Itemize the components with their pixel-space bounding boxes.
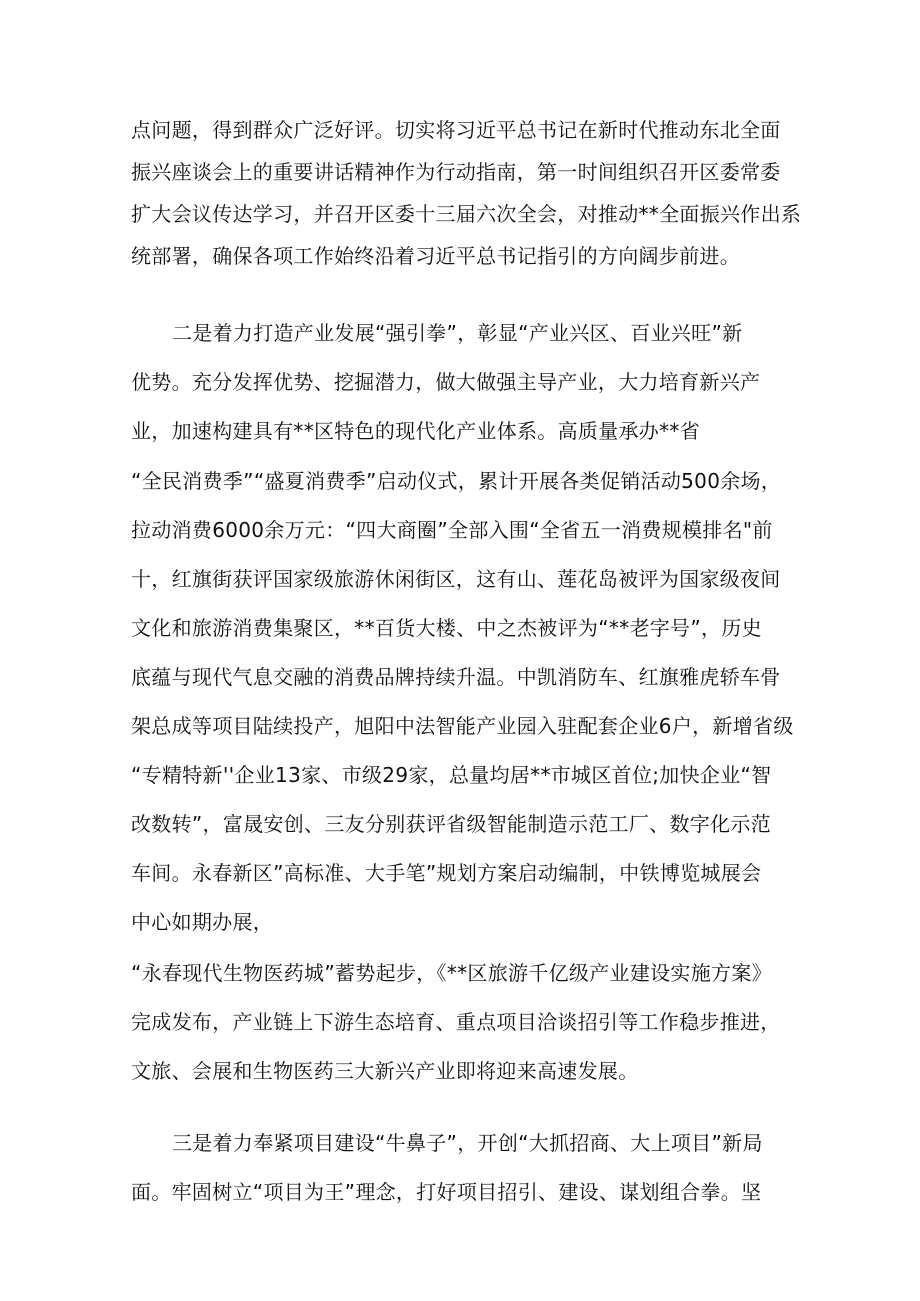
text-line: 点问题，得到群众广泛好评。切实将习近平总书记在新时代推动东北全面: [131, 118, 781, 142]
text-line: 振兴座谈会上的重要讲话精神作为行动指南，第一时间组织召开区委常委: [131, 160, 781, 184]
text-line: 文旅、会展和生物医药三大新兴产业即将迎来高速发展。: [131, 1059, 639, 1083]
text-line: 优势。充分发挥优势、挖掘潜力，做大做强主导产业，大力培育新兴产: [131, 370, 761, 394]
text-line: 三是着力奉紧项目建设“牛鼻子”，开创“大抓招商、大上项目”新局: [172, 1131, 763, 1155]
text-line: 面。牢固树立“项目为王”理念，打好项目招引、建设、谋划组合拳。坚: [131, 1180, 762, 1204]
text-line: 十，红旗街获评国家级旅游休闲街区，这有山、莲花岛被评为国家级夜间: [131, 567, 781, 591]
text-line: “专精特新''企业13家、市级29家，总量均居**市城区首位;加快企业“智: [131, 763, 772, 787]
text-line: “全民消费季”“盛夏消费季”启动仪式，累计开展各类促销活动500余场，: [131, 469, 782, 493]
text-line: “永春现代生物医药城”蓄势起步，《**区旅游千亿级产业建设实施方案》: [131, 961, 772, 985]
text-line: 扩大会议传达学习，并召开区委十三届六次全会，对推动**全面振兴作出系: [131, 202, 802, 226]
text-line: 车间。永春新区”高标准、大手笔”规划方案启动编制，中铁博览城展会: [131, 861, 762, 885]
text-line: 二是着力打造产业发展“强引拳”，彰显“产业兴区、百业兴旺”新: [172, 321, 743, 345]
text-line: 中心如期办展，: [131, 910, 274, 934]
text-line: 文化和旅游消费集聚区，**百货大楼、中之杰被评为“**老字号”，历史: [131, 616, 762, 640]
text-line: 拉动消费6000余万元：“四大商圈”全部入围“全省五一消费规模排名"前: [131, 518, 773, 542]
text-line: 统部署，确保各项工作始终沿着习近平总书记指引的方向阔步前进。: [131, 244, 740, 268]
text-line: 改数转”，富晟安创、三友分别获评省级智能制造示范工厂、数字化示范: [131, 812, 771, 836]
text-line: 架总成等项目陆续投产，旭阳中法智能产业园入驻配套企业6户，新增省级: [131, 714, 794, 738]
text-line: 完成发布，产业链上下游生态培育、重点项目洽谈招引等工作稳步推进，: [131, 1010, 781, 1034]
text-line: 业，加速构建具有**区特色的现代化产业体系。高质量承办**省: [131, 419, 700, 443]
text-line: 底蕴与现代气息交融的消费品牌持续升温。中凯消防车、红旗雅虎轿车骨: [131, 665, 781, 689]
